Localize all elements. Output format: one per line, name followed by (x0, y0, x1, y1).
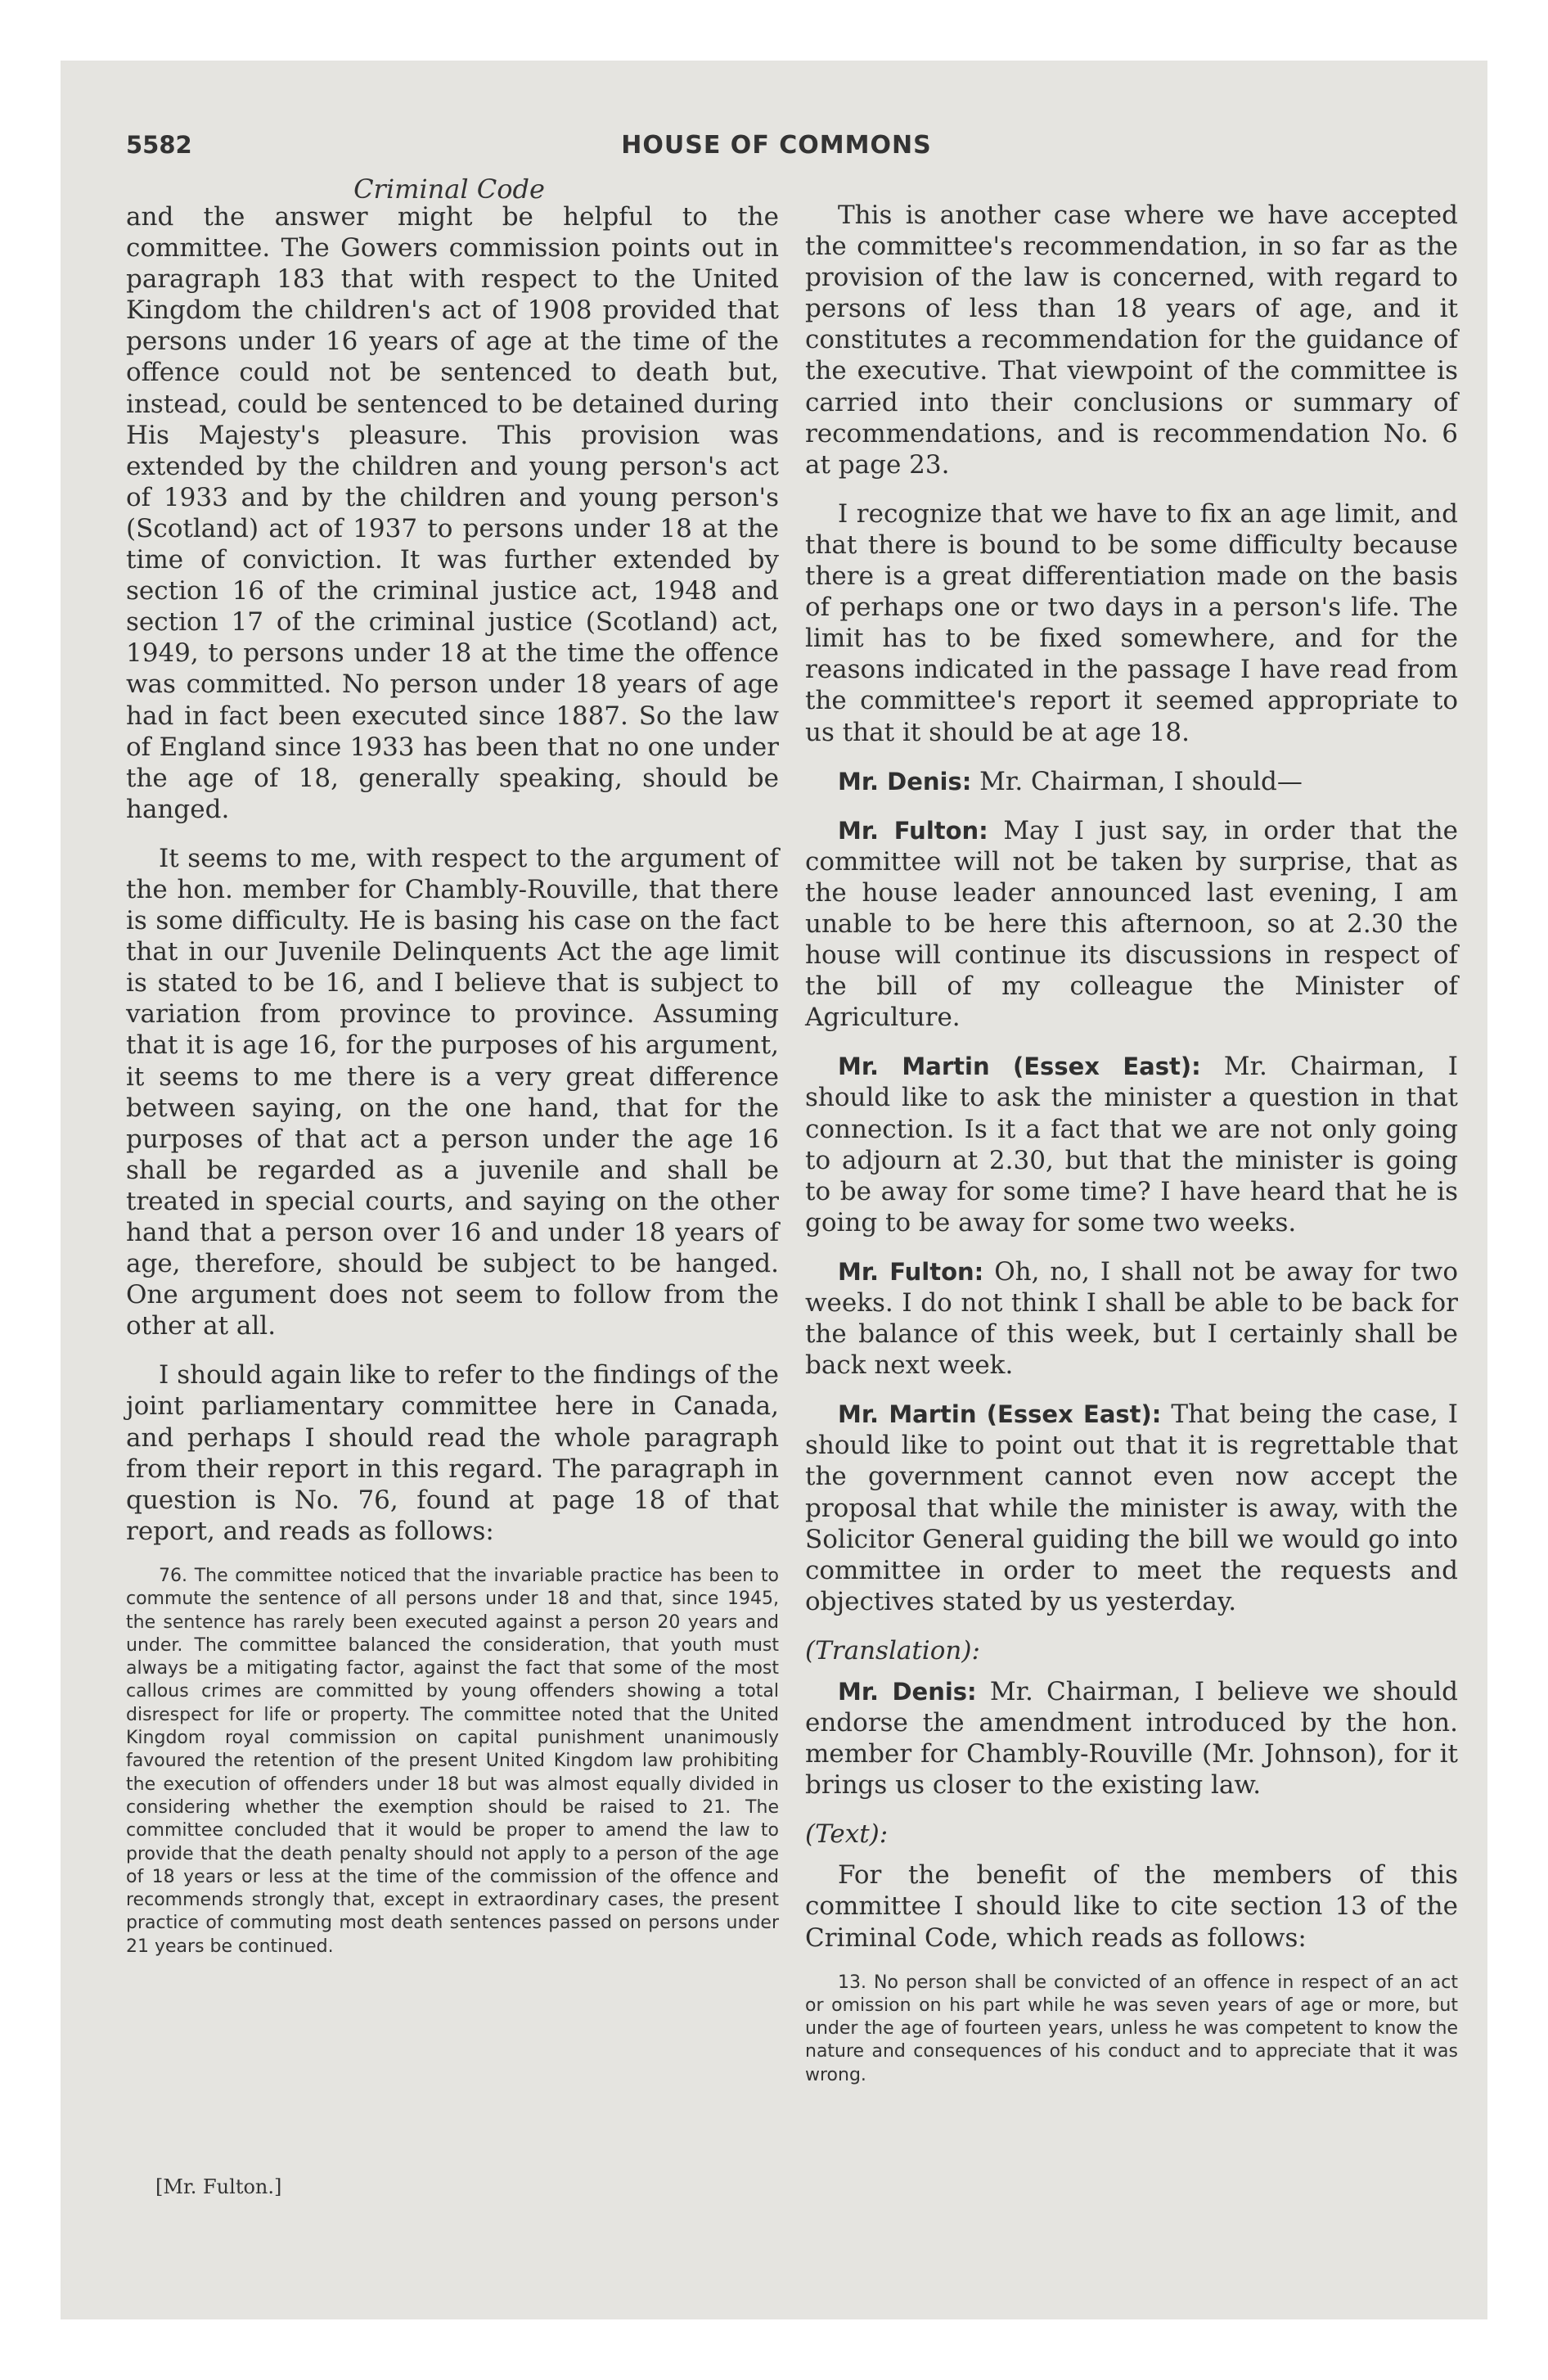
speech-text: Oh, no, I shall not be away for two weeks. I do not think I shall be able to be back for the balance of this week, but I certainly shall be back next week. (805, 1256, 1458, 1381)
paragraph: For the benefit of the members of this committee I should like to cite section 13 of the Criminal Code, which reads as follows: (805, 1860, 1458, 1953)
section-title: Criminal Code (353, 174, 545, 205)
speech-text: Mr. Chairman, I should— (971, 766, 1303, 796)
speaker-footer: [Mr. Fulton.] (155, 2175, 282, 2198)
speaker-name: Mr. Denis: (838, 767, 972, 796)
speech (805, 1051, 1458, 1238)
paragraph: I recognize that we have to fix an age limit, and that there is bound to be some difficulty because there is a great differentiation made on the basis of perhaps one or two days in a person's life. The limit has to be fixed somewhere, and for the reasons indicated in the passage I have read from the committee's report it seemed appropriate to us that it should be at age 18. (805, 498, 1458, 747)
paragraph: and the answer might be helpful to the committee. The Gowers commission points out in paragraph 183 that with respect to the United Kingdom the children's act of 1908 provided that persons under 16 years of age at the time of the offence could not be sentenced to death but, instead, could be sentenced to be detained during His Majesty's pleasure. This provision was extended by the children and young person's act of 1933 and by the children and young person's (Scotland) act of 1937 to persons under 18 at the time of conviction. It was further extended by section 16 of the criminal justice act, 1948 and section 17 of the criminal justice (Scotland) act, 1949, to persons under 18 at the time the offence was committed. No person under 18 years of age had in fact been executed since 1887. So the law of England since 1933 has been that no one under the age of 18, generally speaking, should be hanged. (126, 202, 779, 824)
speaker-name: Mr. Fulton: (838, 1257, 984, 1286)
text-note: (Text): (805, 1819, 889, 1850)
translation-note: (Translation): (805, 1635, 980, 1666)
speech-text: That being the case, I should like to point out that it is regrettable that the government cannot even now accept the proposal that while the minister is away, with the Solicitor General guiding the bill we would go into committee in order to meet the requests and objectives stated by us yesterday. (805, 1400, 1459, 1616)
speech (805, 1399, 1458, 1617)
journal-title: HOUSE OF COMMONS (621, 131, 932, 160)
speech-text: Mr. Chairman, I should like to ask the minister a question in that connection. Is it a fact that we are not only going to adjourn at 2.30, but that the minister is going to be away for some time? I have heard that he is going to be away for some two weeks. (805, 1052, 1458, 1237)
quoted-paragraph-76: 76. The committee noticed that the invariable practice has been to commute the sentence of all persons under 18 and that, since 1945, the sentence has rarely been executed against a person 20 years and under. The committee balanced the consideration, that youth must always be a mitigating factor, against the fact that some of the most callous crimes are committed by young offenders showing a total disrespect for life or property. The committee noted that the United Kingdom royal commission on capital punishment unanimously favoured the retention of the present United Kingdom law prohibiting the execution of offenders under 18 but was almost equally divided in considering whether the exemption should be raised to 21. The committee concluded that it would be proper to amend the law to provide that the death penalty should not apply to a person of the age of 18 years or less at the time of the commission of the offence and recommends strongly that, except in extraordinary cases, the present practice of commuting most death sentences passed on persons under 21 years be continued. (126, 1565, 779, 1957)
speech-text: May I just say, in order that the committee will not be taken by surprise, that as the house leader announced last evening, I am unable to be here this afternoon, so at 2.30 the house will continue its discussions in respect of the bill of my colleague the Minister of Agriculture. (805, 815, 1459, 1033)
speech-text: Mr. Chairman, I believe we should endorse the amendment introduced by the hon. member for Chambly-Rouville (Mr. Johnson), for it brings us closer to the existing law. (805, 1676, 1458, 1801)
speaker-name: Mr. Martin (Essex East): (838, 1053, 1201, 1081)
paragraph: I should again like to refer to the findings of the joint parliamentary committee here in Canada, and perhaps I should read the whole paragraph from their report in this regard. The paragraph in question is No. 76, found at page 18 of that report, and reads as follows: (126, 1360, 779, 1546)
speech (805, 766, 1458, 797)
paragraph: This is another case where we have accepted the committee's recommendation, in so far as the provision of the law is concerned, with regard to persons of less than 18 years of age, and it constitutes a recommendation for the guidance of the executive. That viewpoint of the committee is carried into their conclusions or summary of recommendations, and is recommendation No. 6 at page 23. (805, 201, 1458, 480)
speaker-name: Mr. Martin (Essex East): (838, 1400, 1162, 1429)
speech (805, 1676, 1458, 1801)
speaker-name: Mr. Fulton: (838, 816, 988, 845)
quoted-section-13: 13. No person shall be convicted of an offence in respect of an act or omission on his part while he was seven years of age or more, but under the age of fourteen years, unless he was competent to know the nature and consequences of his conduct and to appreciate that it was wrong. (805, 1972, 1458, 2085)
page-number: 5582 (126, 131, 192, 159)
speech (805, 1256, 1458, 1381)
page-header (126, 131, 1427, 172)
paragraph: It seems to me, with respect to the argument of the hon. member for Chambly-Rouville, that there is some difficulty. He is basing his case on the fact that in our Juvenile Delinquents Act the age limit is stated to be 16, and I believe that is subject to variation from province to province. Assuming that it is age 16, for the purposes of his argument, it seems to me there is a very great difference between saying, on the one hand, that for the purposes of that act a person under the age 16 shall be regarded as a juvenile and shall be treated in special courts, and saying on the other hand that a person over 16 and under 18 years of age, therefore, should be subject to be hanged. One argument does not seem to follow from the other at all. (126, 843, 779, 1341)
speech (805, 815, 1458, 1034)
speaker-name: Mr. Denis: (838, 1677, 977, 1706)
right-column (805, 200, 1458, 2102)
left-column (126, 201, 779, 1973)
